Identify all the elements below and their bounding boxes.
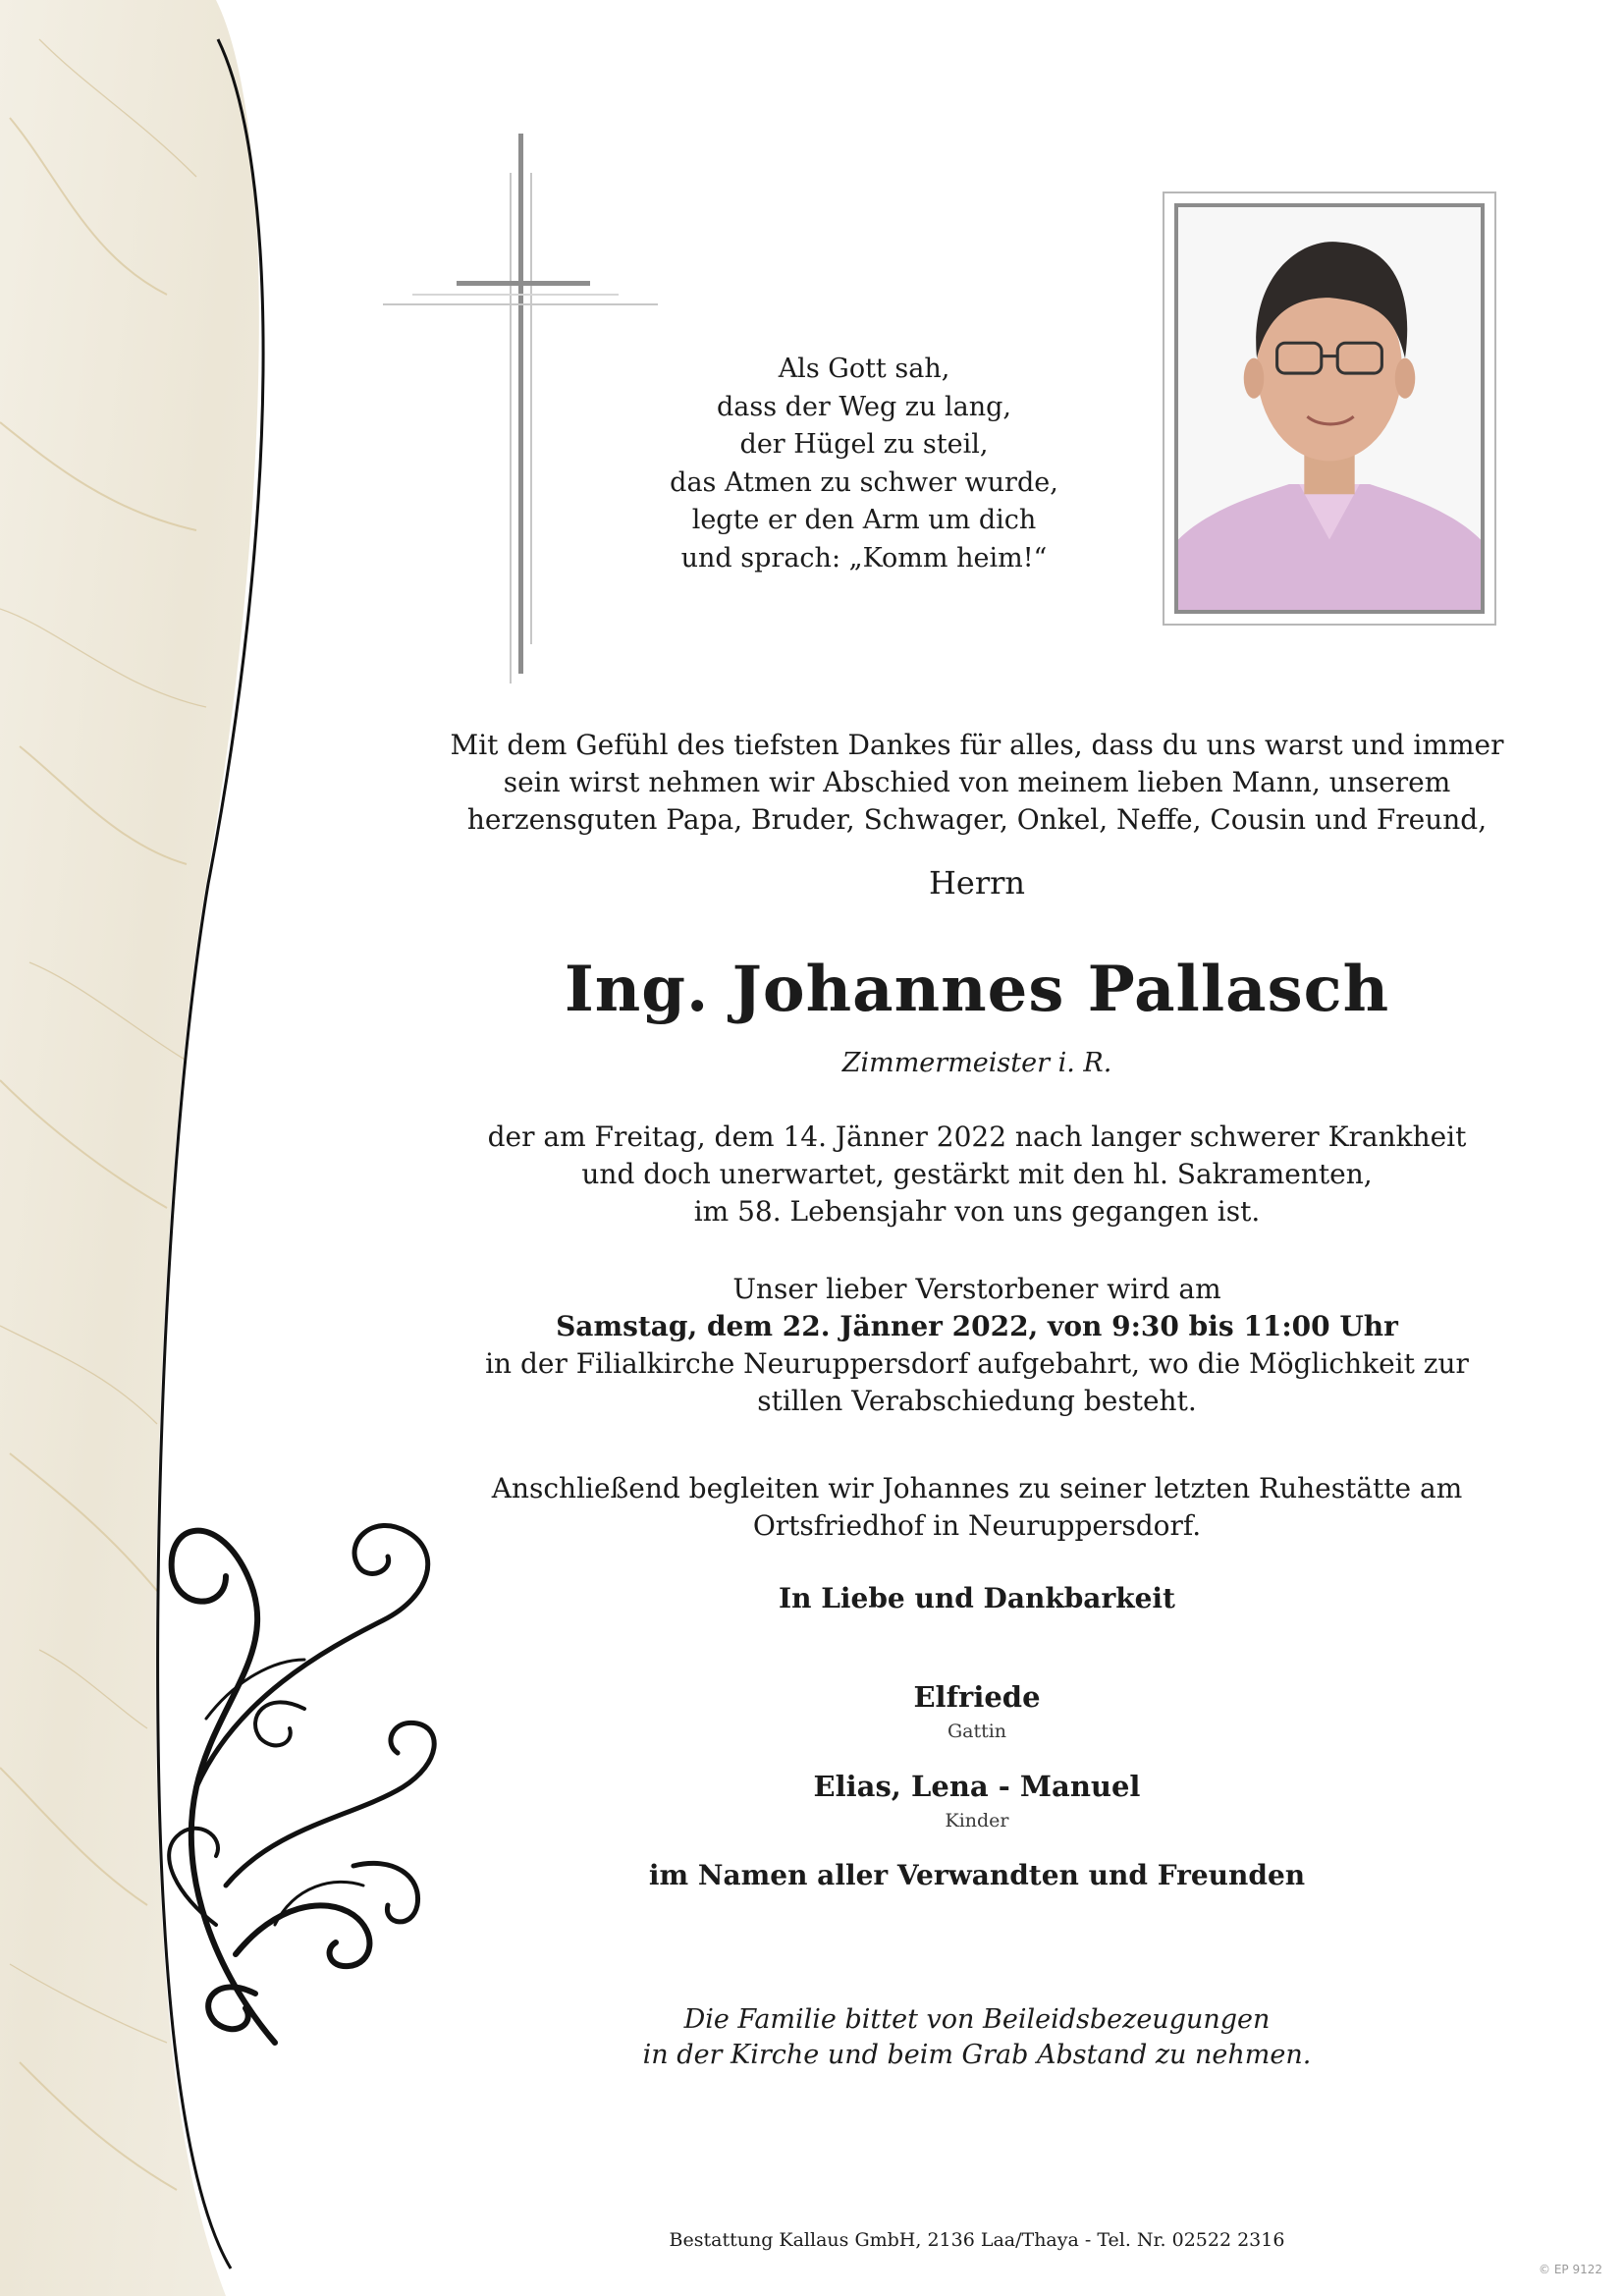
intro-paragraph [432,727,1522,839]
flourish-ornament-icon [157,1463,471,2052]
salutation: Herrn [928,864,1026,902]
closing: im Namen aller Verwandten und Freunden [648,1859,1306,1891]
poem-line: legte er den Arm um dich [691,505,1037,535]
viewing-intro: Unser lieber Verstorbener wird am [732,1273,1221,1305]
poem [619,351,1110,577]
condolence-notice [432,2002,1522,2073]
death-notice [432,1119,1522,1230]
deceased-name: Ing. Johannes Pallasch [564,953,1390,1026]
portrait-frame [1163,191,1496,626]
intro-line: sein wirst nehmen wir Abschied von meinem lieben Mann, unserem [503,766,1451,798]
mourner-name: Elfriede [913,1680,1041,1714]
death-notice-line: der am Freitag, dem 14. Jänner 2022 nach langer schwerer Krankheit [487,1121,1467,1153]
signoff: In Liebe und Dankbarkeit [779,1582,1175,1614]
burial-line: Anschließend begleiten wir Johannes zu seiner letzten Ruhestätte am [491,1472,1463,1504]
portrait-photo [1174,203,1485,614]
viewing-line: stillen Verabschiedung besteht. [757,1385,1197,1417]
condolence-line: Die Familie bittet von Beileidsbezeugungen [683,2004,1271,2035]
viewing-line: in der Filialkirche Neuruppersdorf aufgebahrt, wo die Möglichkeit zur [485,1347,1469,1380]
mourner-name: Elias, Lena - Manuel [813,1770,1141,1803]
poem-line: das Atmen zu schwer wurde, [670,466,1058,498]
mourner-role: Gattin [947,1721,1007,1742]
death-notice-line: im 58. Lebensjahr von uns gegangen ist. [693,1195,1261,1228]
intro-line: Mit dem Gefühl des tiefsten Dankes für alles, dass du uns warst und immer [450,729,1504,761]
condolence-line: in der Kirche und beim Grab Abstand zu nehmen. [642,2040,1312,2070]
intro-line: herzensguten Papa, Bruder, Schwager, Onkel, Neffe, Cousin und Freund, [466,803,1488,836]
poem-line: Als Gott sah, [778,354,950,384]
poem-line: und sprach: „Komm heim!“ [680,542,1048,574]
burial-line: Ortsfriedhof in Neuruppersdorf. [752,1509,1202,1542]
deceased-title: Zimmermeister i. R. [841,1048,1112,1078]
burial-info [432,1470,1522,1545]
mourner-role: Kinder [945,1810,1009,1831]
footer-undertaker: Bestattung Kallaus GmbH, 2136 Laa/Thaya - Tel. Nr. 02522 2316 [669,2229,1285,2251]
death-notice-line: und doch unerwartet, gestärkt mit den hl. Sakramenten, [581,1158,1373,1190]
viewing-datetime: Samstag, dem 22. Jänner 2022, von 9:30 bis 11:00 Uhr [556,1310,1398,1342]
viewing-info [432,1271,1522,1420]
poem-line: der Hügel zu steil, [739,429,989,460]
poem-line: dass der Weg zu lang, [716,391,1011,422]
product-code: © EP 9122 [1539,2263,1602,2276]
